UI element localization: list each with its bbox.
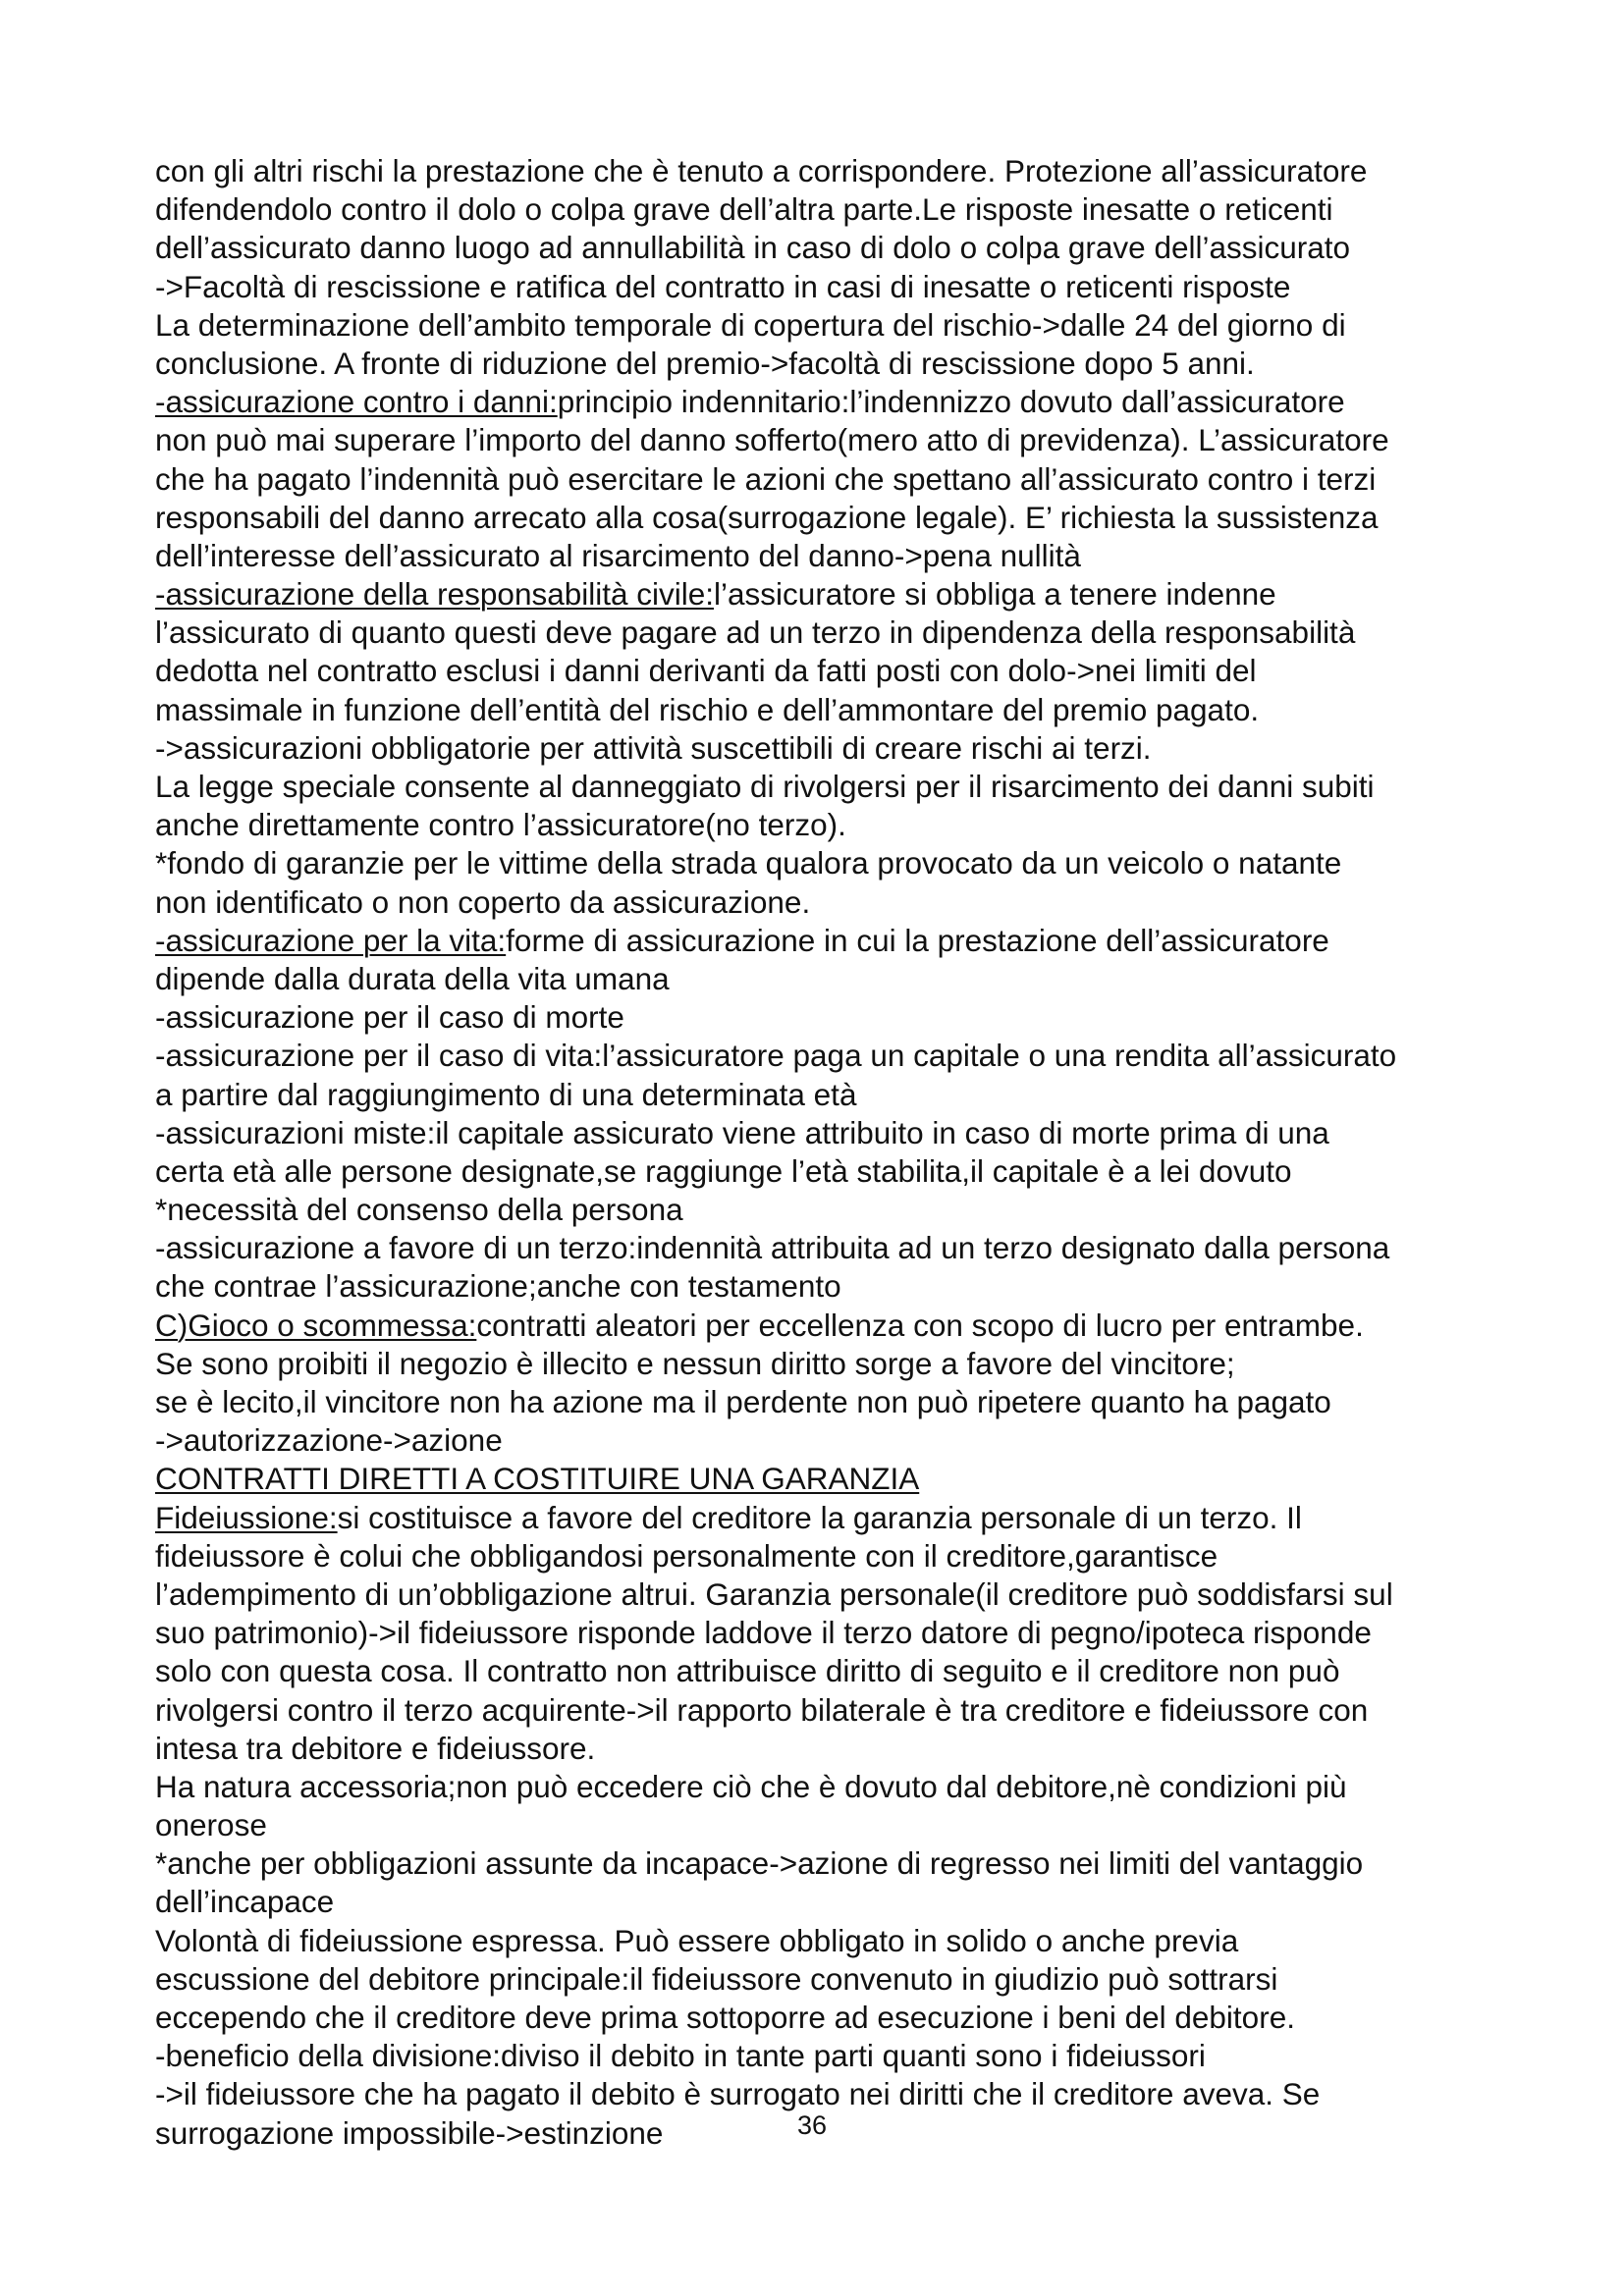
underlined-heading: CONTRATTI DIRETTI A COSTITUIRE UNA GARANZIA <box>155 1461 920 1497</box>
text-line: ->assicurazioni obbligatorie per attività suscettibili di creare rischi ai terzi. <box>155 729 1152 766</box>
text-line: dell’interesse dell’assicurato al risarcimento del danno->pena nullità <box>155 537 1081 573</box>
underlined-heading: -assicurazione contro i danni: <box>155 384 558 420</box>
text-line: onerose <box>155 1807 267 1843</box>
text-line <box>155 1460 1530 1498</box>
text-line: La legge speciale consente al danneggiato di rivolgersi per il risarcimento dei danni subiti <box>155 769 1375 804</box>
line-text: forme di assicurazione in cui la prestazione dell’assicuratore <box>506 922 1329 958</box>
text-line: -assicurazione a favore di un terzo:indennità attribuita ad un terzo designato dalla persona <box>155 1230 1390 1266</box>
text-line: eccependo che il creditore deve prima sottoporre ad esecuzione i beni del debitore. <box>155 2000 1295 2035</box>
text-line <box>155 383 1530 421</box>
text-line: non può mai superare l’importo del danno sofferto(mero atto di previdenza). L’assicuratore <box>155 422 1389 458</box>
line-text: l’assicuratore si obbliga a tenere indenne <box>714 576 1276 613</box>
text-line: Se sono proibiti il negozio è illecito e nessun diritto sorge a favore del vincitore; <box>155 1345 1235 1381</box>
text-line: *anche per obbligazioni assunte da incapace->azione di regresso nei limiti del vantaggio <box>155 1845 1364 1882</box>
text-line: solo con questa cosa. Il contratto non attribuisce diritto di seguito e il creditore non può <box>155 1653 1340 1689</box>
text-line: l’adempimento di un’obbligazione altrui. Garanzia personale(il creditore può soddisfarsi sul <box>155 1575 1393 1612</box>
text-line <box>155 1499 1530 1537</box>
text-line: conclusione. A fronte di riduzione del premio->facoltà di rescissione dopo 5 anni. <box>155 345 1255 381</box>
text-line: dipende dalla durata della vita umana <box>155 960 670 996</box>
text-line: suo patrimonio)->il fideiussore risponde laddove il terzo datore di pegno/ipoteca risponde <box>155 1615 1372 1651</box>
text-line <box>155 575 1530 614</box>
underlined-heading: Fideiussione: <box>155 1499 338 1535</box>
text-line: *necessità del consenso della persona <box>155 1192 683 1228</box>
text-line: anche direttamente contro l’assicuratore(no terzo). <box>155 807 846 843</box>
text-line: -beneficio della divisione:diviso il debito in tante parti quanti sono i fideiussori <box>155 2038 1206 2074</box>
text-line: con gli altri rischi la prestazione che è tenuto a corrispondere. Protezione all’assicuratore <box>155 153 1368 188</box>
underlined-heading: -assicurazione per la vita: <box>155 922 507 958</box>
text-line: dedotta nel contratto esclusi i danni derivanti da fatti posti con dolo->nei limiti del <box>155 653 1257 689</box>
text-line: che contrae l’assicurazione;anche con testamento <box>155 1268 841 1305</box>
text-line: che ha pagato l’indennità può esercitare le azioni che spettano all’assicurato contro i terzi <box>155 460 1377 497</box>
text-line: ->Facoltà di rescissione e ratifica del contratto in casi di inesatte o reticenti risposte <box>155 268 1291 304</box>
text-line <box>155 922 1530 960</box>
text-line: responsabili del danno arrecato alla cosa(surrogazione legale). E’ richiesta la sussistenza <box>155 499 1379 535</box>
underlined-heading: C)Gioco o scommessa: <box>155 1307 477 1343</box>
text-line: dell’assicurato danno luogo ad annullabilità in caso di dolo o colpa grave dell’assicurato <box>155 230 1351 266</box>
page-number: 36 <box>796 2110 828 2140</box>
text-line: -assicurazione per il caso di vita:l’assicuratore paga un capitale o una rendita all’assicurato <box>155 1038 1397 1074</box>
text-line: rivolgersi contro il terzo acquirente->il rapporto bilaterale è tra creditore e fideiussore con <box>155 1691 1369 1728</box>
text-line: certa età alle persone designate,se raggiunge l’età stabilita,il capitale è a lei dovuto <box>155 1152 1292 1189</box>
line-text: contratti aleatori per eccellenza con scopo di lucro per entrambe. <box>476 1307 1364 1343</box>
text-line: escussione del debitore principale:il fideiussore convenuto in giudizio può sottrarsi <box>155 1960 1278 1997</box>
text-line: intesa tra debitore e fideiussore. <box>155 1730 596 1766</box>
text-line: a partire dal raggiungimento di una determinata età <box>155 1076 857 1112</box>
line-text: principio indennitario:l’indennizzo dovuto dall’assicuratore <box>557 384 1345 420</box>
text-line: -assicurazioni miste:il capitale assicurato viene attribuito in caso di morte prima di una <box>155 1114 1329 1150</box>
text-line: fideiussore è colui che obbligandosi personalmente con il creditore,garantisce <box>155 1537 1218 1574</box>
text-line: dell’incapace <box>155 1884 335 1920</box>
text-line: difendendolo contro il dolo o colpa grave dell’altra parte.Le risposte inesatte o reticenti <box>155 191 1333 228</box>
text-line: surrogazione impossibile->estinzione <box>155 2114 664 2151</box>
text-line: La determinazione dell’ambito temporale di copertura del rischio->dalle 24 del giorno di <box>155 306 1346 343</box>
text-line: ->autorizzazione->azione <box>155 1422 503 1459</box>
text-line: se è lecito,il vincitore non ha azione ma il perdente non può ripetere quanto ha pagato <box>155 1384 1331 1419</box>
text-line: l’assicurato di quanto questi deve pagare ad un terzo in dipendenza della responsabilità <box>155 614 1356 651</box>
page-body-text <box>155 152 1530 2153</box>
text-line: massimale in funzione dell’entità del rischio e dell’ammontare del premio pagato. <box>155 691 1260 727</box>
text-line: -assicurazione per il caso di morte <box>155 999 624 1036</box>
text-line: ->il fideiussore che ha pagato il debito è surrogato nei diritti che il creditore aveva. Se <box>155 2076 1321 2112</box>
line-text: si costituisce a favore del creditore la garanzia personale di un terzo. Il <box>337 1499 1302 1535</box>
text-line: Volontà di fideiussione espressa. Può essere obbligato in solido o anche previa <box>155 1922 1239 1958</box>
text-line: *fondo di garanzie per le vittime della strada qualora provocato da un veicolo o natante <box>155 845 1342 881</box>
text-line: non identificato o non coperto da assicurazione. <box>155 883 811 920</box>
text-line <box>155 1307 1530 1345</box>
text-line: Ha natura accessoria;non può eccedere ciò che è dovuto dal debitore,nè condizioni più <box>155 1768 1347 1804</box>
underlined-heading: -assicurazione della responsabilità civile: <box>155 576 715 613</box>
